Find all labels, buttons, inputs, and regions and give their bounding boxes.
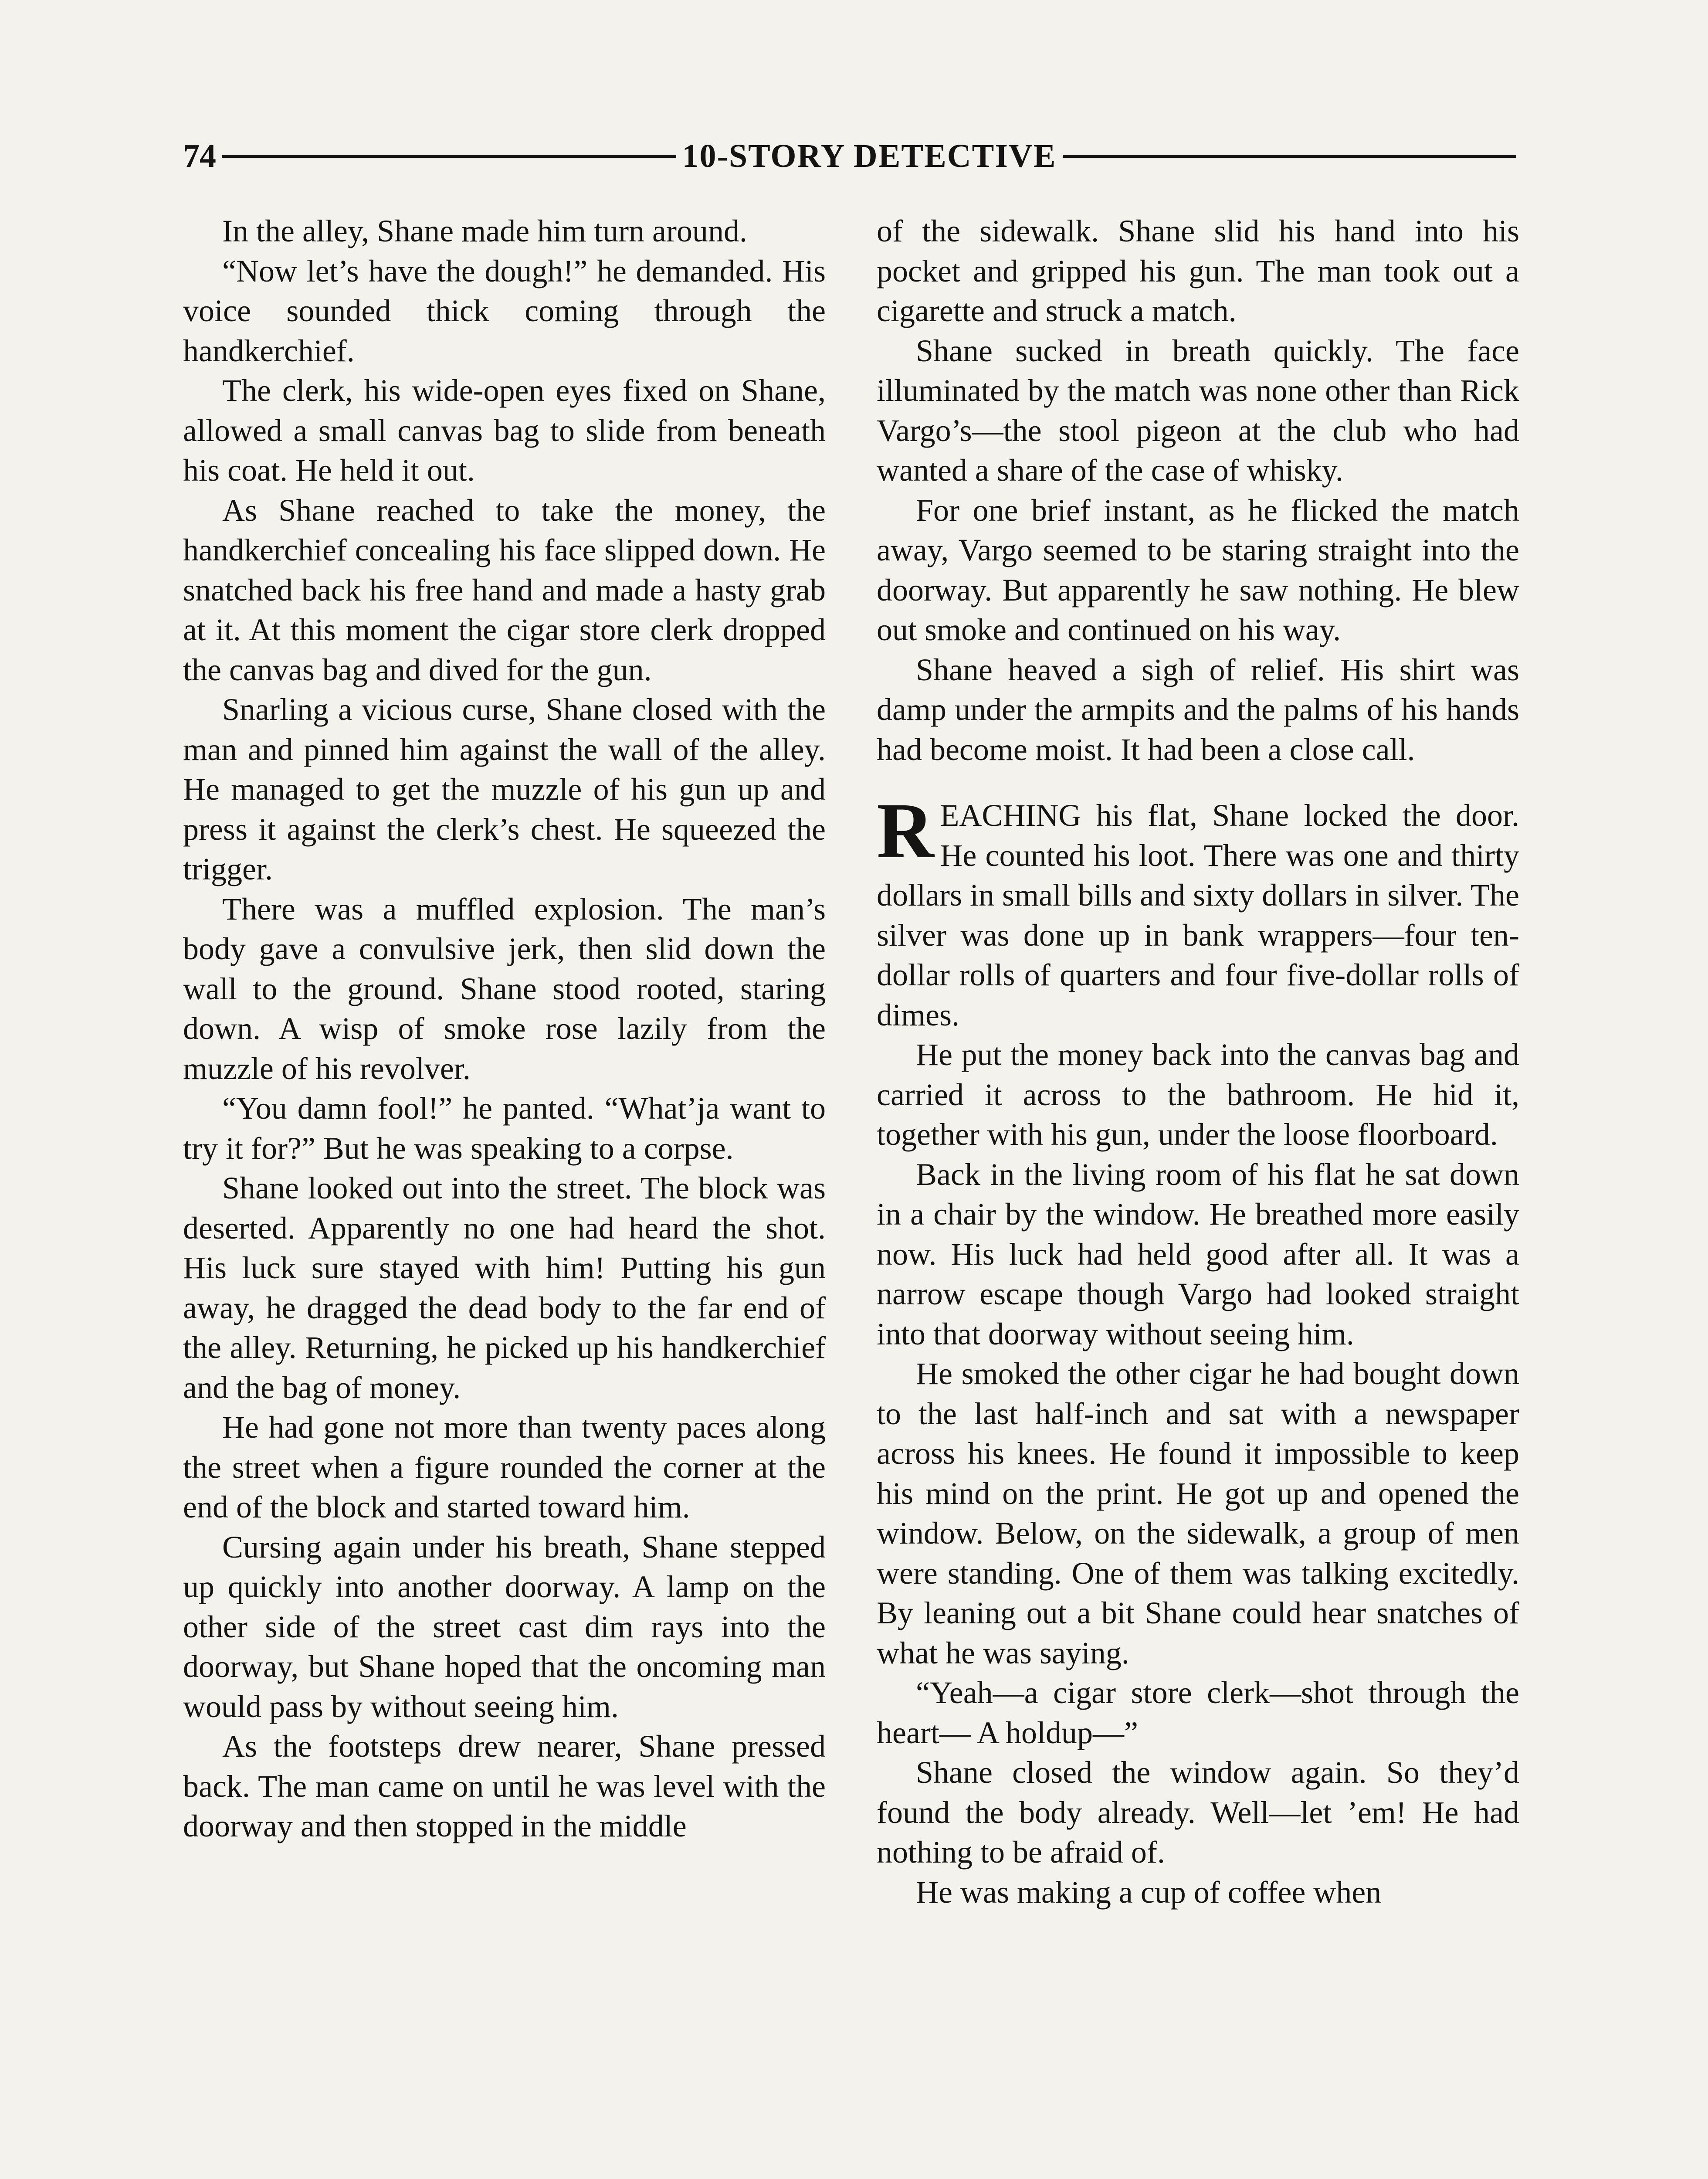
paragraph: There was a muffled explosion. The man’s body gave a convulsive jerk, then slid down the wall to the ground. Shane stood rooted, staring down. A wisp of smoke rose lazily from the muzzle of his revolver. [183,891,826,1086]
paragraph: “Yeah—a cigar store clerk—shot through the heart— A holdup—” [877,1675,1519,1750]
drop-cap: R [877,787,934,875]
page-header [183,134,1516,178]
paragraph: As Shane reached to take the money, the handkerchief concealing his face slipped down. He snatched back his free hand and made a hasty grab at it. At this moment the cigar store clerk dropped the canvas bag and dived for the gun. [183,492,826,687]
running-title: 10-STORY DETECTIVE [682,137,1057,174]
paragraph: He was making a cup of coffee when [916,1874,1382,1910]
paragraph: The clerk, his wide-open eyes fixed on Shane, allowed a small canvas bag to slide from beneath his coat. He held it out. [183,373,826,488]
paragraph: For one brief instant, as he flicked the match away, Vargo seemed to be staring straight into the doorway. But apparently he saw nothing. He blew out smoke and continued on his way. [877,492,1519,647]
paragraph: “You damn fool!” he panted. “What’ja want to try it for?” But he was speaking to a corpse. [183,1091,826,1166]
section-opening-text: his flat, Shane locked the door. He counted his loot. There was one and thirty dollars in small bills and sixty dollars in silver. The silver was done up in bank wrappers—four ten-dollar rolls of quarters and four five-dollar rolls of dimes. [877,798,1519,1032]
header-rule-right [1063,155,1517,158]
paragraph: Cursing again under his breath, Shane stepped up quickly into another doorway. A lamp on the other side of the street cast dim rays into the doorway, but Shane hoped that the oncoming man would pass by without seeing him. [183,1529,826,1724]
header-rule-left [222,155,676,158]
paragraph: Back in the living room of his flat he sat down in a chair by the window. He breathed more easily now. His luck had held good after all. It was a narrow escape though Vargo had looked straight into that doorway without seeing him. [877,1157,1519,1351]
paragraph: He smoked the other cigar he had bought down to the last half-inch and sat with a newspaper across his knees. He found it impossible to keep his mind on the print. He got up and opened the window. Below, on the sidewalk, a group of men were standing. One of them was talking excitedly. By leaning out a bit Shane could hear snatches of what he was saying. [877,1356,1519,1670]
page-number: 74 [183,137,216,174]
paragraph: Snarling a vicious curse, Shane closed with the man and pinned him against the wall of the alley. He managed to get the muzzle of his gun up and press it against the clerk’s chest. He squeezed the trigger. [183,692,826,886]
paragraph: In the alley, Shane made him turn around. [222,214,747,248]
continued-paragraph: of the sidewalk. Shane slid his hand into his pocket and gripped his gun. The man took out a cigarette and struck a match. [877,214,1519,328]
paragraph: As the footsteps drew nearer, Shane pressed back. The man came on until he was level with the doorway and then stopped in the middle [183,1729,826,1843]
paragraph: Shane closed the window again. So they’d found the body already. Well—let ’em! He had nothing to be afraid of. [877,1755,1519,1870]
paragraph: “Now let’s have the dough!” he demanded. His voice sounded thick coming through the handkerchief. [183,253,826,368]
paragraph: Shane looked out into the street. The block was deserted. Apparently no one had heard the shot. His luck sure stayed with him! Putting his gun away, he dragged the dead body to the far end of the alley. Returning, he picked up his handkerchief and the bag of money. [183,1171,826,1405]
paragraph: He had gone not more than twenty paces along the street when a figure rounded the corner at the end of the block and started toward him. [183,1410,826,1524]
section-first-word: EACHING [940,798,1081,833]
right-column [877,211,1519,1912]
paragraph: Shane heaved a sigh of relief. His shirt was damp under the armpits and the palms of his hands had become moist. It had been a close call. [877,652,1519,767]
paragraph: He put the money back into the canvas bag and carried it across to the bathroom. He hid it, together with his gun, under the loose floorboard. [877,1037,1519,1152]
section-opening-paragraph [877,787,1519,1035]
paragraph: Shane sucked in breath quickly. The face illuminated by the match was none other than Rick Vargo’s—the stool pigeon at the club who had wanted a share of the case of whisky. [877,333,1519,488]
left-column [183,211,826,1846]
